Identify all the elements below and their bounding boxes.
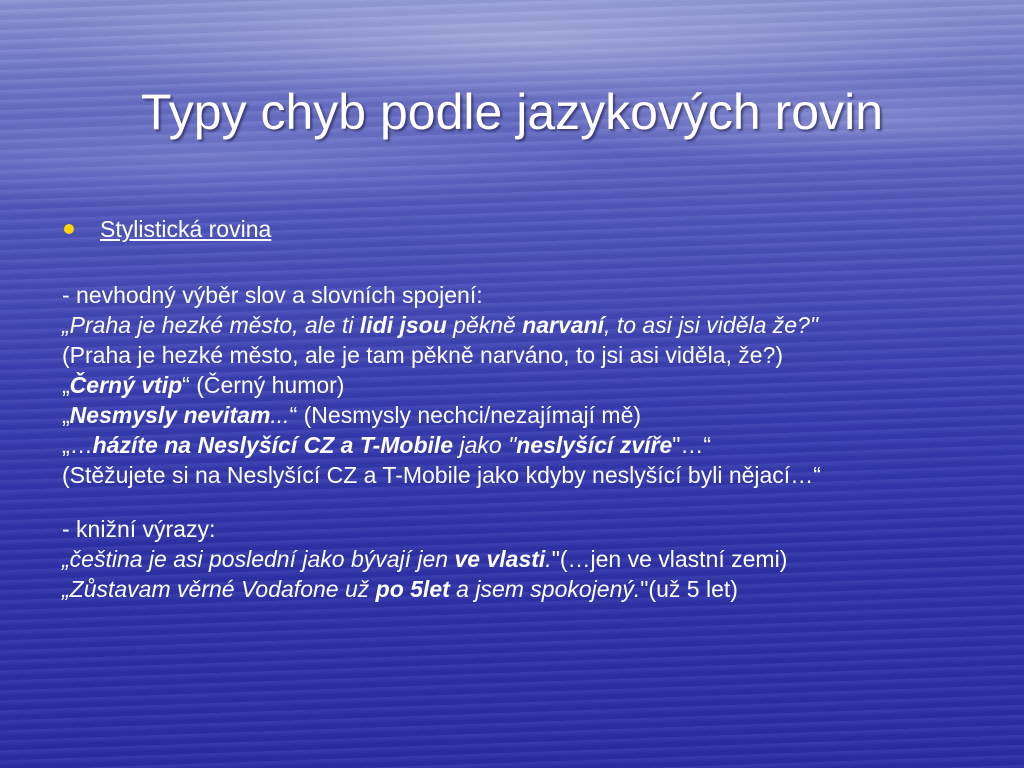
example-part: „Zůstavam věrné Vodafone už — [62, 576, 376, 602]
quote-mark: „ — [62, 402, 70, 428]
example-part: a jsem spokojený. — [449, 576, 641, 602]
example-part: "(…jen ve vlastní zemi) — [551, 546, 788, 572]
bullet-heading[interactable]: Stylistická rovina — [100, 216, 272, 242]
slide-title: Typy chyb podle jazykových rovin — [140, 84, 884, 140]
example-emphasis: ve vlasti — [454, 546, 546, 572]
example-part: „čeština je asi poslední jako bývají jen — [62, 546, 455, 572]
example-emphasis: neslyšící zvíře — [516, 432, 673, 458]
example-emphasis: po 5let — [375, 576, 450, 602]
example-part: . — [545, 546, 552, 572]
text-line-7: (Stěžujete si na Neslyšící CZ a T-Mobile jako kdyby neslyšící byli nějací…“ — [62, 462, 821, 488]
spacer — [62, 490, 962, 514]
slide-body — [62, 212, 962, 604]
example-line-10 — [62, 574, 962, 604]
example-part: pěkně — [446, 312, 523, 338]
bullet-dot-icon — [64, 224, 74, 234]
example-line-2 — [62, 310, 962, 340]
text-line-3: (Praha je hezké město, ale je tam pěkně narváno, to jsi asi viděla, že?) — [62, 342, 784, 368]
quote-mark: „… — [62, 432, 93, 458]
example-part: jako " — [453, 432, 517, 458]
example-part: ... — [270, 402, 290, 428]
example-line-9 — [62, 544, 962, 574]
example-line-6 — [62, 430, 962, 460]
example-part: „Praha je hezké město, ale ti — [62, 312, 360, 338]
text-line-1: - nevhodný výběr slov a slovních spojení: — [62, 282, 483, 308]
text-line-8: - knižní výrazy: — [62, 516, 216, 542]
example-emphasis: narvaní — [522, 312, 605, 338]
quote-mark: „ — [62, 372, 70, 398]
spacer — [62, 252, 962, 280]
example-line-5 — [62, 400, 962, 430]
example-emphasis: Nesmysly nevitam — [69, 402, 271, 428]
example-emphasis: lidi jsou — [359, 312, 447, 338]
example-line-4 — [62, 370, 962, 400]
example-part: "…“ — [672, 432, 712, 458]
example-part: , to asi jsi viděla že?" — [604, 312, 819, 338]
example-part: “ (Nesmysly nechci/nezajímají mě) — [289, 402, 642, 428]
example-emphasis: Černý vtip — [69, 372, 183, 398]
bullet-item — [62, 212, 962, 252]
example-part: “ (Černý humor) — [182, 372, 345, 398]
example-emphasis: házíte na Neslyšící CZ a T-Mobile — [92, 432, 454, 458]
example-part: "(už 5 let) — [640, 576, 738, 602]
